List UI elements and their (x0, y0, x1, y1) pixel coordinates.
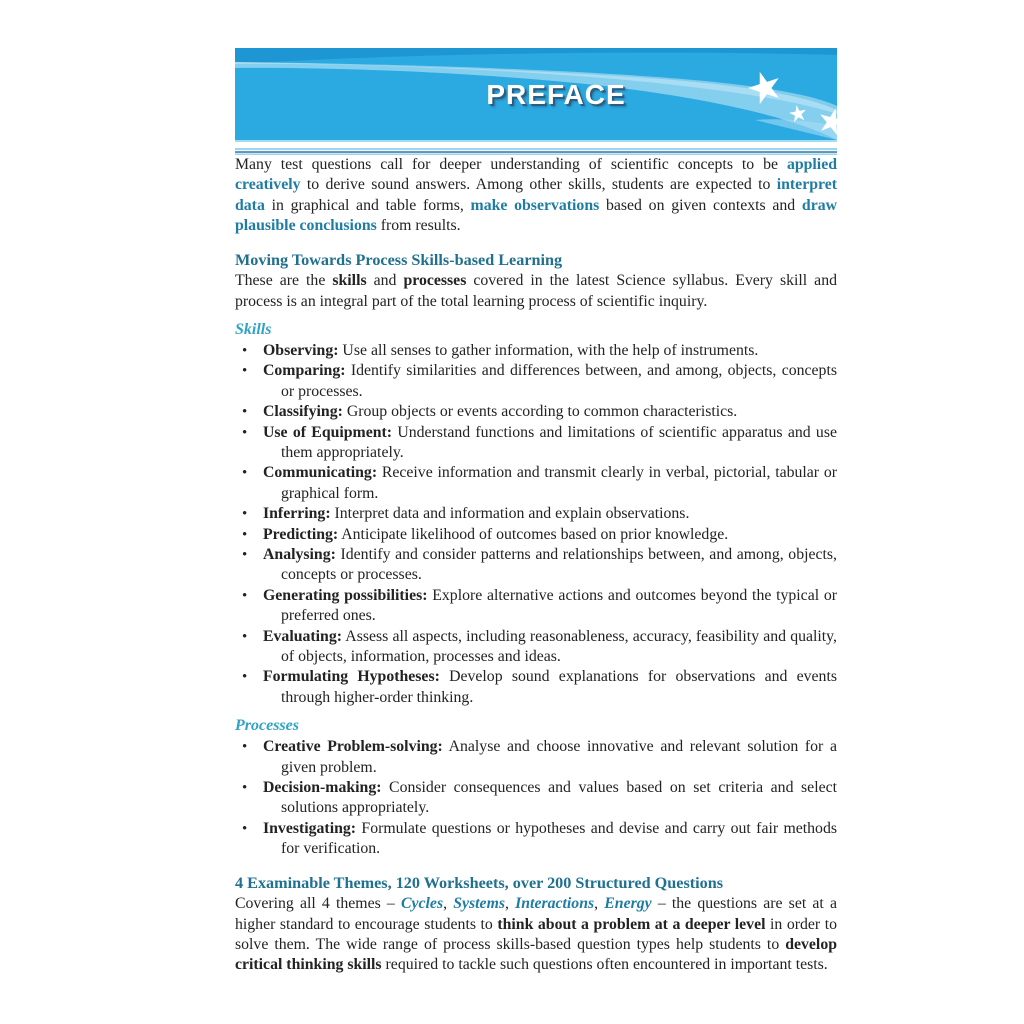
text-run: Many test questions call for deeper understanding of scientific concepts to be (235, 156, 787, 173)
item-term: Observing (263, 341, 334, 359)
process-skills-paragraph (235, 271, 837, 312)
item-colon: : (333, 341, 339, 359)
item-term: Evaluating (263, 627, 337, 645)
item-description: Identify similarities and differences between, and among, objects, concepts or processes. (281, 362, 837, 400)
item-term: Use of Equipment (263, 423, 387, 441)
text-run: These are the (235, 272, 333, 290)
text-run: processes (403, 272, 467, 290)
list-item (235, 819, 837, 860)
item-term: Generating possibilities (263, 586, 423, 604)
item-colon: : (371, 464, 378, 482)
banner-divider (235, 148, 837, 155)
item-description: Receive information and transmit clearly in verbal, pictorial, tabular or graphical form. (281, 464, 837, 502)
bullet-icon: • (242, 506, 248, 523)
list-item (235, 627, 837, 668)
item-term: Formulating Hypotheses (263, 668, 435, 686)
item-description: Identify and consider patterns and relationships between, and among, objects, concepts or processes. (281, 546, 837, 584)
list-item (235, 545, 837, 586)
item-term: Analysing (263, 546, 331, 563)
item-colon: : (386, 423, 393, 441)
list-item (235, 463, 837, 504)
item-term: Investigating (263, 819, 351, 837)
item-description: Formulate questions or hypotheses and devise and carry out fair methods for verification. (281, 819, 837, 858)
item-colon: : (332, 525, 339, 543)
list-item (235, 525, 837, 545)
item-description: Analyse and choose innovative and relevant solution for a given problem. (281, 738, 837, 776)
list-item (235, 423, 837, 464)
item-colon: : (422, 586, 428, 604)
text-run: interpret data (235, 176, 837, 214)
bullet-icon: • (242, 363, 248, 380)
text-run: Cycles (400, 895, 444, 913)
intro-paragraph (235, 155, 837, 237)
list-item (235, 361, 837, 402)
bullet-icon: • (242, 628, 248, 645)
skills-list (235, 341, 837, 708)
text-run: applied creatively (235, 156, 837, 194)
preface-banner (235, 48, 837, 142)
text-run: make observations (470, 196, 600, 214)
item-term: Communicating (263, 464, 372, 482)
text-run: – the questions are set at a higher standard to encourage students to (235, 895, 837, 933)
processes-list (235, 737, 837, 859)
text-run: , (505, 895, 516, 913)
closing-paragraph (235, 894, 837, 976)
item-description: Understand functions and limitations of scientific apparatus and use them appropriately. (281, 423, 837, 461)
text-run: from results. (376, 217, 461, 235)
item-description: Use all senses to gather information, with the help of instruments. (338, 341, 759, 359)
bullet-icon: • (242, 587, 248, 604)
text-run: to derive sound answers. Among other skills, students are expected to (300, 176, 777, 194)
text-run: draw plausible conclusions (235, 196, 838, 235)
bullet-icon: • (242, 669, 248, 686)
item-term: Predicting (263, 525, 333, 543)
page-title: PREFACE (486, 79, 626, 110)
bullet-icon: • (242, 424, 248, 441)
text-run: and (366, 272, 404, 290)
item-colon: : (350, 819, 357, 837)
item-description: Interpret data and information and explain observations. (330, 505, 690, 523)
text-run: , (443, 895, 454, 913)
text-run: develop critical thinking skills (235, 936, 837, 974)
item-description: Develop sound explanations for observations and events through higher-order thinking. (281, 668, 837, 706)
list-item (235, 402, 837, 422)
text-run: required to tackle such questions often encountered in important tests. (381, 956, 828, 974)
item-description: Assess all aspects, including reasonableness, accuracy, feasibility and quality, of objects, information, processes and ideas. (281, 627, 837, 666)
item-description: Explore alternative actions and outcomes beyond the typical or preferred ones. (281, 586, 838, 625)
item-colon: : (340, 362, 346, 380)
text-run: in order to solve them. The wide range of process skills-based question types help students to (235, 915, 837, 953)
bullet-icon: • (242, 465, 248, 482)
item-description: Consider consequences and values based on set criteria and select solutions appropriately. (281, 779, 837, 817)
bullet-icon: • (242, 780, 248, 797)
text-run: Covering all 4 themes – (235, 895, 401, 913)
item-colon: : (337, 403, 343, 421)
text-run: based on given contexts and (599, 196, 802, 214)
item-term: Classifying (263, 403, 338, 421)
list-item (235, 586, 837, 627)
item-description: Group objects or events according to common characteristics. (342, 403, 738, 421)
skills-subheading: Skills (235, 320, 272, 338)
text-run: , (594, 895, 605, 913)
text-run: Interactions (515, 895, 595, 913)
bullet-icon: • (242, 739, 248, 756)
text-run: think about a problem at a deeper level (497, 915, 766, 933)
list-item (235, 737, 837, 778)
text-run: skills (332, 272, 367, 290)
list-item (235, 667, 837, 708)
list-item (235, 504, 837, 524)
list-item (235, 778, 837, 819)
item-colon: : (434, 668, 440, 686)
text-run: covered in the latest Science syllabus. Every skill and process is an integral part of the total learning process of scientific inquiry. (235, 272, 837, 310)
text-run: Systems (453, 895, 505, 913)
item-description: Anticipate likelihood of outcomes based on prior knowledge. (338, 525, 729, 543)
item-colon: : (376, 779, 382, 797)
item-colon: : (336, 627, 343, 645)
item-colon: : (330, 546, 336, 563)
bullet-icon: • (242, 526, 248, 543)
bullet-icon: • (242, 342, 248, 359)
item-term: Comparing (263, 362, 341, 380)
bullet-icon: • (242, 820, 248, 837)
item-term: Inferring (263, 505, 326, 523)
section-heading-process-skills: Moving Towards Process Skills-based Learning (235, 250, 563, 269)
section-heading-themes: 4 Examinable Themes, 120 Worksheets, over 200 Structured Questions (235, 873, 724, 892)
list-item (235, 341, 837, 361)
preface-page (235, 48, 837, 976)
processes-subheading: Processes (235, 717, 299, 735)
item-colon: : (437, 738, 443, 756)
item-term: Decision-making (263, 779, 377, 797)
item-colon: : (325, 505, 331, 523)
text-run: in graphical and table forms, (264, 196, 471, 214)
bullet-icon: • (242, 404, 248, 421)
text-run: Energy (604, 895, 652, 913)
item-term: Creative Problem-solving (263, 738, 438, 756)
bullet-icon: • (242, 547, 248, 563)
